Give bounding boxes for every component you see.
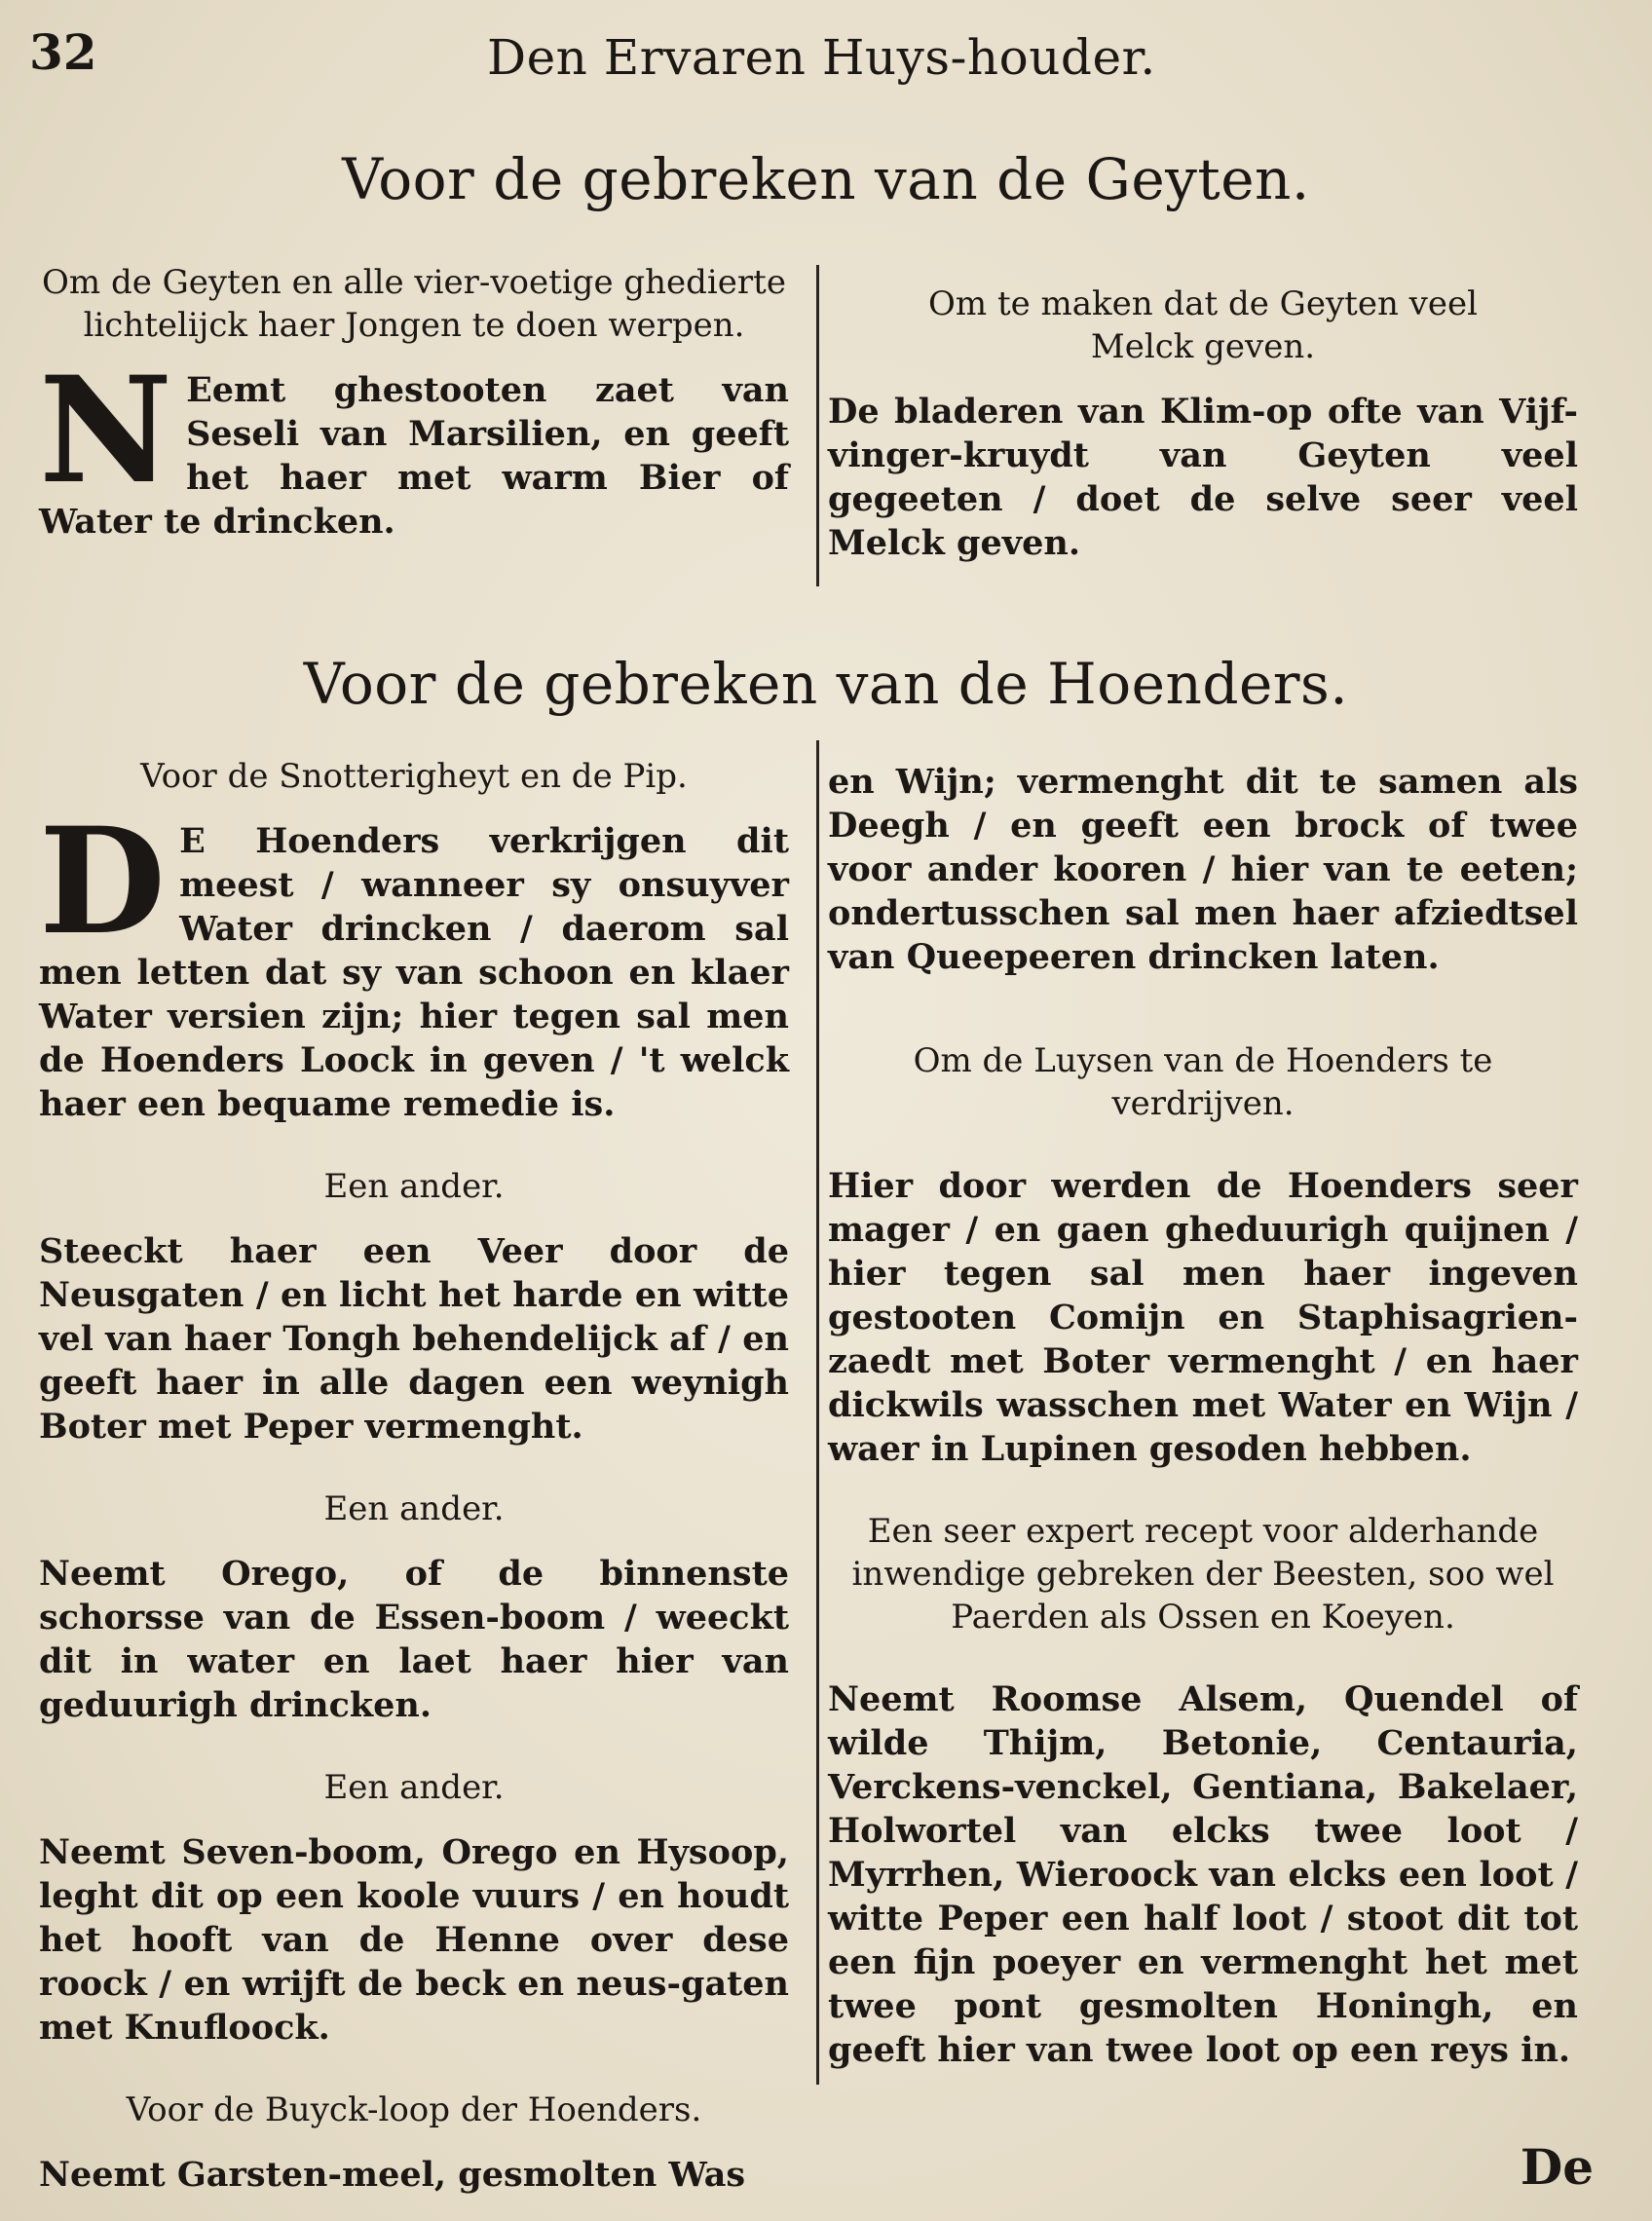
catchword: De	[1520, 2138, 1594, 2196]
drop-cap-d: D	[39, 796, 167, 967]
running-title: Den Ervaren Huys-houder.	[487, 29, 1156, 86]
page-number: 32	[29, 23, 97, 81]
hoenders-left-subtitle-3: Een ander.	[323, 1489, 505, 1528]
hoenders-right-paragraph-3: Neemt Roomse Alsem, Quendel of wilde Thijm, Betonie, Centauria, Verckens-venckel, Gentiana, Bakelaer, Holwortel van elcks twee loot / Myrrhen, Wieroock van elcks een loot / witte Peper een half loot / stoot dit tot een fijn poeyer en vermenght het met twee pont gesmolten Honingh, en geeft hier van twee loot op een reys in.	[828, 1679, 1578, 2070]
geyten-right-subtitle: Om te maken dat de Geyten veel Melck geven.	[928, 284, 1478, 366]
section-title-geyten: Voor de gebreken van de Geyten.	[342, 146, 1310, 212]
geyten-left-column	[39, 261, 789, 544]
column-divider-top	[816, 265, 819, 586]
page-header	[29, 23, 1623, 92]
hoenders-left-subtitle-1: Voor de Snotterigheyt en de Pip.	[140, 757, 688, 796]
hoenders-left-paragraph-4: Neemt Seven-boom, Orego en Hysoop, leght dit op een koole vuurs / en houdt het hooft van de Henne over dese roock / en wrijft de beck en neus-gaten met Knufloock.	[39, 1832, 789, 2048]
geyten-right-paragraph: De bladeren van Klim-op ofte van Vijf-vinger-kruydt van Geyten veel gegeeten / doet de selve seer veel Melck geven.	[828, 392, 1578, 563]
section-title-hoenders: Voor de gebreken van de Hoenders.	[303, 651, 1349, 717]
hoenders-right-subtitle-2: Een seer expert recept voor alderhande inwendige gebreken der Beesten, soo wel Paerden als Ossen en Koeyen.	[851, 1512, 1555, 1637]
geyten-right-column	[828, 282, 1578, 565]
hoenders-right-column	[828, 760, 1578, 2072]
hoenders-left-paragraph-1	[39, 796, 789, 1126]
hoenders-left-paragraph-2: Steeckt haer een Veer door de Neusgaten / en licht het harde en witte vel van haer Tongh behendelijck af / en geeft haer in alle dagen een weynigh Boter met Peper vermenght.	[39, 1231, 789, 1447]
hoenders-right-paragraph-1: en Wijn; vermenght dit te samen als Deegh / en geeft een brock of twee voor ander kooren / hier van te eeten; ondertusschen sal men haer afziedtsel van Queepeeren drincken laten.	[828, 762, 1578, 977]
hoenders-left-subtitle-5: Voor de Buyck-loop der Hoenders.	[126, 2090, 702, 2129]
hoenders-right-subtitle-1: Om de Luysen van de Hoenders te verdrijven.	[913, 1041, 1493, 1123]
hoenders-left-paragraph-3: Neemt Orego, of de binnenste schorsse van de Essen-boom / weeckt dit in water en laet haer hier van geduurigh drincken.	[39, 1554, 789, 1725]
hoenders-left-subtitle-2: Een ander.	[323, 1167, 505, 1206]
hoenders-left-paragraph-5: Neemt Garsten-meel, gesmolten Was	[39, 2155, 746, 2195]
geyten-left-paragraph	[39, 345, 789, 544]
geyten-left-text: Eemt ghestooten zaet van Seseli van Marsilien, en geeft het haer met warm Bier of Water te drincken.	[39, 370, 789, 542]
hoenders-right-paragraph-2: Hier door werden de Hoenders seer mager / en gaen gheduurigh quijnen / hier tegen sal men haer ingeven gestooten Comijn en Staphisagrien-zaedt met Boter vermenght / en haer dickwils wasschen met Water en Wijn / waer in Lupinen gesoden hebben.	[828, 1166, 1578, 1469]
hoenders-left-text-1: E Hoenders verkrijgen dit meest / wanneer sy onsuyver Water drincken / daerom sal men letten dat sy van schoon en klaer Water versien zijn; hier tegen sal men de Hoenders Loock in geven / 't welck haer een bequame remedie is.	[39, 821, 789, 1124]
drop-cap-n: N	[39, 345, 173, 516]
geyten-left-subtitle: Om de Geyten en alle vier-voetige ghedierte lichtelijck haer Jongen te doen werpen.	[42, 263, 786, 345]
hoenders-left-column	[39, 755, 789, 2197]
hoenders-left-subtitle-4: Een ander.	[323, 1768, 505, 1807]
column-divider-bottom	[816, 740, 819, 2085]
